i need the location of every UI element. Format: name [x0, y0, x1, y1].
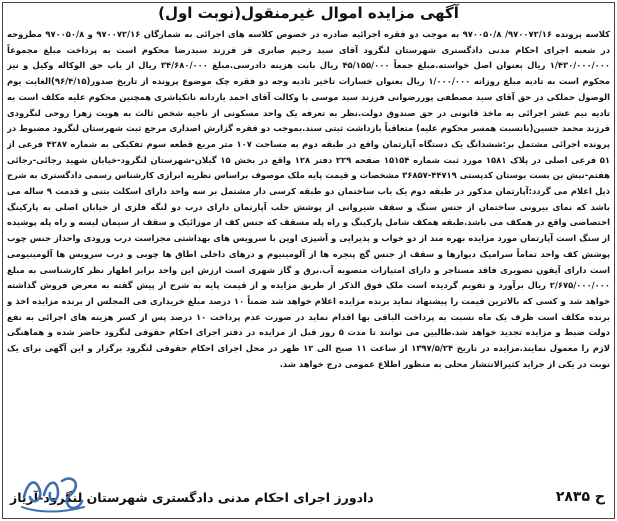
- notice-footer: [10, 485, 605, 509]
- handwritten-stamp-mark: [18, 467, 88, 515]
- notice-title: آگهی مزایده اموال غیرمنقول(نوبت اول): [158, 4, 459, 22]
- notice-reference-number: ح ۲۸۳۵: [555, 489, 605, 505]
- notice-body-text: کلاسه پرونده ۹۷۰۰۷۲/۱۶/ ۹۷۰۰۵۰/۸ به موجب دو فقره اجرائیه صادره در خصوص کلاسه های اجرائی به شمارگان ۹۷۰۰۷۲/۱۶ و ۹۷۰۰۵۰/۸ مطروحه در شعبه اجرای احکام مدنی دادگستری شهرستان لنگرود آقای سید رحیم صابری فر فرزند سیدرضا محکوم است به پرداخت مبلغ مجموعاً ۱/۴۳۰/۰۰۰/۰۰۰ ریال بعنوان اصل خواسته.مبلغ جمعاً ۴۵/۱۵۵/۰۰۰ ریال بابت هزینه دادرسی.مبلغ ۳۴/۶۸۰/۰۰۰ ریال از باب حق الوکاله وکیل و نیز محکوم است به تادیه مبلغ روزانه ۱/۰۰۰/۰۰۰ ریال بعنوان خسارات تاخیر تادیه وجه دو فقره چک موضوع پرونده از تاریخ صدور(۹۶/۴/۱۵)الغایت یوم الوصول حملکی در حق آقای سید مصطفی پوررضوانی فرزند سید موسی با وکالت آقای احمد یاردانه نانکیاشری همچنین محکوم علیه مکلف است به تادیه نیم عشر اجرائی به ماخذ قانونی در حق صندوق دولت.نظر به تعرفه یک واحد مسکونی از ناحیه شخص ثالث به هویت زهرا روحی لنگرودی فرزند محمد حسین(بانسبت همسر محکوم علیه) متعاقباً بازداشت ثبتی سند.بموجب دو فقره گزارش اصداری مرجع ثبت شهرستان لنگرود مضبوط در پرونده اجرائی مشتمل بر:ششدانگ یک دستگاه آپارتمان واقع در طبقه دوم به مساحت ۱۰۷ متر مربع قطعه سوم تفکیکی به شماره ۴۲۸۷ فرعی از ۵۱ فرعی اصلی در پلاک ۱۵۸۱ مورد ثبت شماره ۱۵۱۵۴ صفحه ۲۲۹ دفتر ۱۲۸ واقع در بخش ۱۵ گیلان-شهرستان لنگرود-خیابان شهید رجائی-رجائی هفتم-نبش بن بست بوستان کدپستی ۴۴۷۱۹-۳۶۸۵۷ مشخصات و قیمت پایه ملک موصوف براساس نظریه ابرازی کارشناس رسمی دادگستری به شرح ذیل اعلام می گردد:آپارتمان مذکور در طبقه دوم یک باب ساختمان دو طبقه کرسی دار مشتمل بر سه واحد دارای اسکلت بتنی و قدمت ۹ ساله می باشد که نمای بیرونی ساختمان از جنس سنگ و سقف شیروانی از پوشش حلب آپارتمان دارای درب دو لنگه فلزی از خیابان اصلی به پارکینگ اختصاصی واقع در همکف می باشد.طبقه همکف شامل پارکینگ و راه پله مسقف که جنس کف از موزائیک و سقف از سیمان لیسه و راه پله پوشیده از سنگ است آپارتمان مورد مزایده بهره مند از دو خواب و پذیرایی و آشپزی اوپن با سرویس های بهداشتی مجزاست درب ورودی واحداز جنس چوب پوشش کف واحد تماماً سرامیک دیوارها و سقف از جنس گچ پنجره ها از آلومینیوم و درهای داخلی اطاق ها چوبی و درب سرویس ها آلومینیومی است دارای آیفون تصویری فاقد مستاجر و دارای امتیازات منصوبه آب.برق و گاز شهری است ارزش این واحد برابر اظهار نظر کارشناسی به مبلغ ۲/۶۷۵/۰۰۰/۰۰۰ ریال برآورد و تقویم گردیده است ملک فوق الذکر از طریق مزایده و از قیمت پایه به شرح از پیش گفته به معرض فروش گذاشته خواهد شد و کسی که بالاترین قیمت را پیشنهاد نماید برنده مزایده اعلام خواهد شد ضمناً ۱۰ درصد مبلغ خریداری فی المجلس از برنده مزایده اخذ و برنده مکلف است ظرف یک ماه نسبت به پرداخت الباقی بها اقدام نماید در صورت عدم پرداخت ۱۰ درصد پس از کسر هزینه های اجرائی به نفع دولت ضبط و مزایده تجدید خواهد شد.طالبین می توانند تا مدت ۵ روز قبل از مزایده در دفتر اجرای احکام حقوقی لنگرود حاضر شده و هماهنگی لازم را معمول نمایند.مزایده در تاریخ ۱۳۹۷/۵/۲۴ از ساعت ۱۱ صبح الی ۱۲ ظهر در محل اجرای احکام حقوقی لنگرود برگزار و این آگهی برای یک نوبت در یکی از جراید کثیرالانتشار محلی به منظور اطلاع عمومی درج خواهد شد.: [7, 29, 610, 369]
- notice-signature: دادورز اجرای احکام مدنی دادگستری شهرستان لنگرود-آریاز: [10, 489, 374, 505]
